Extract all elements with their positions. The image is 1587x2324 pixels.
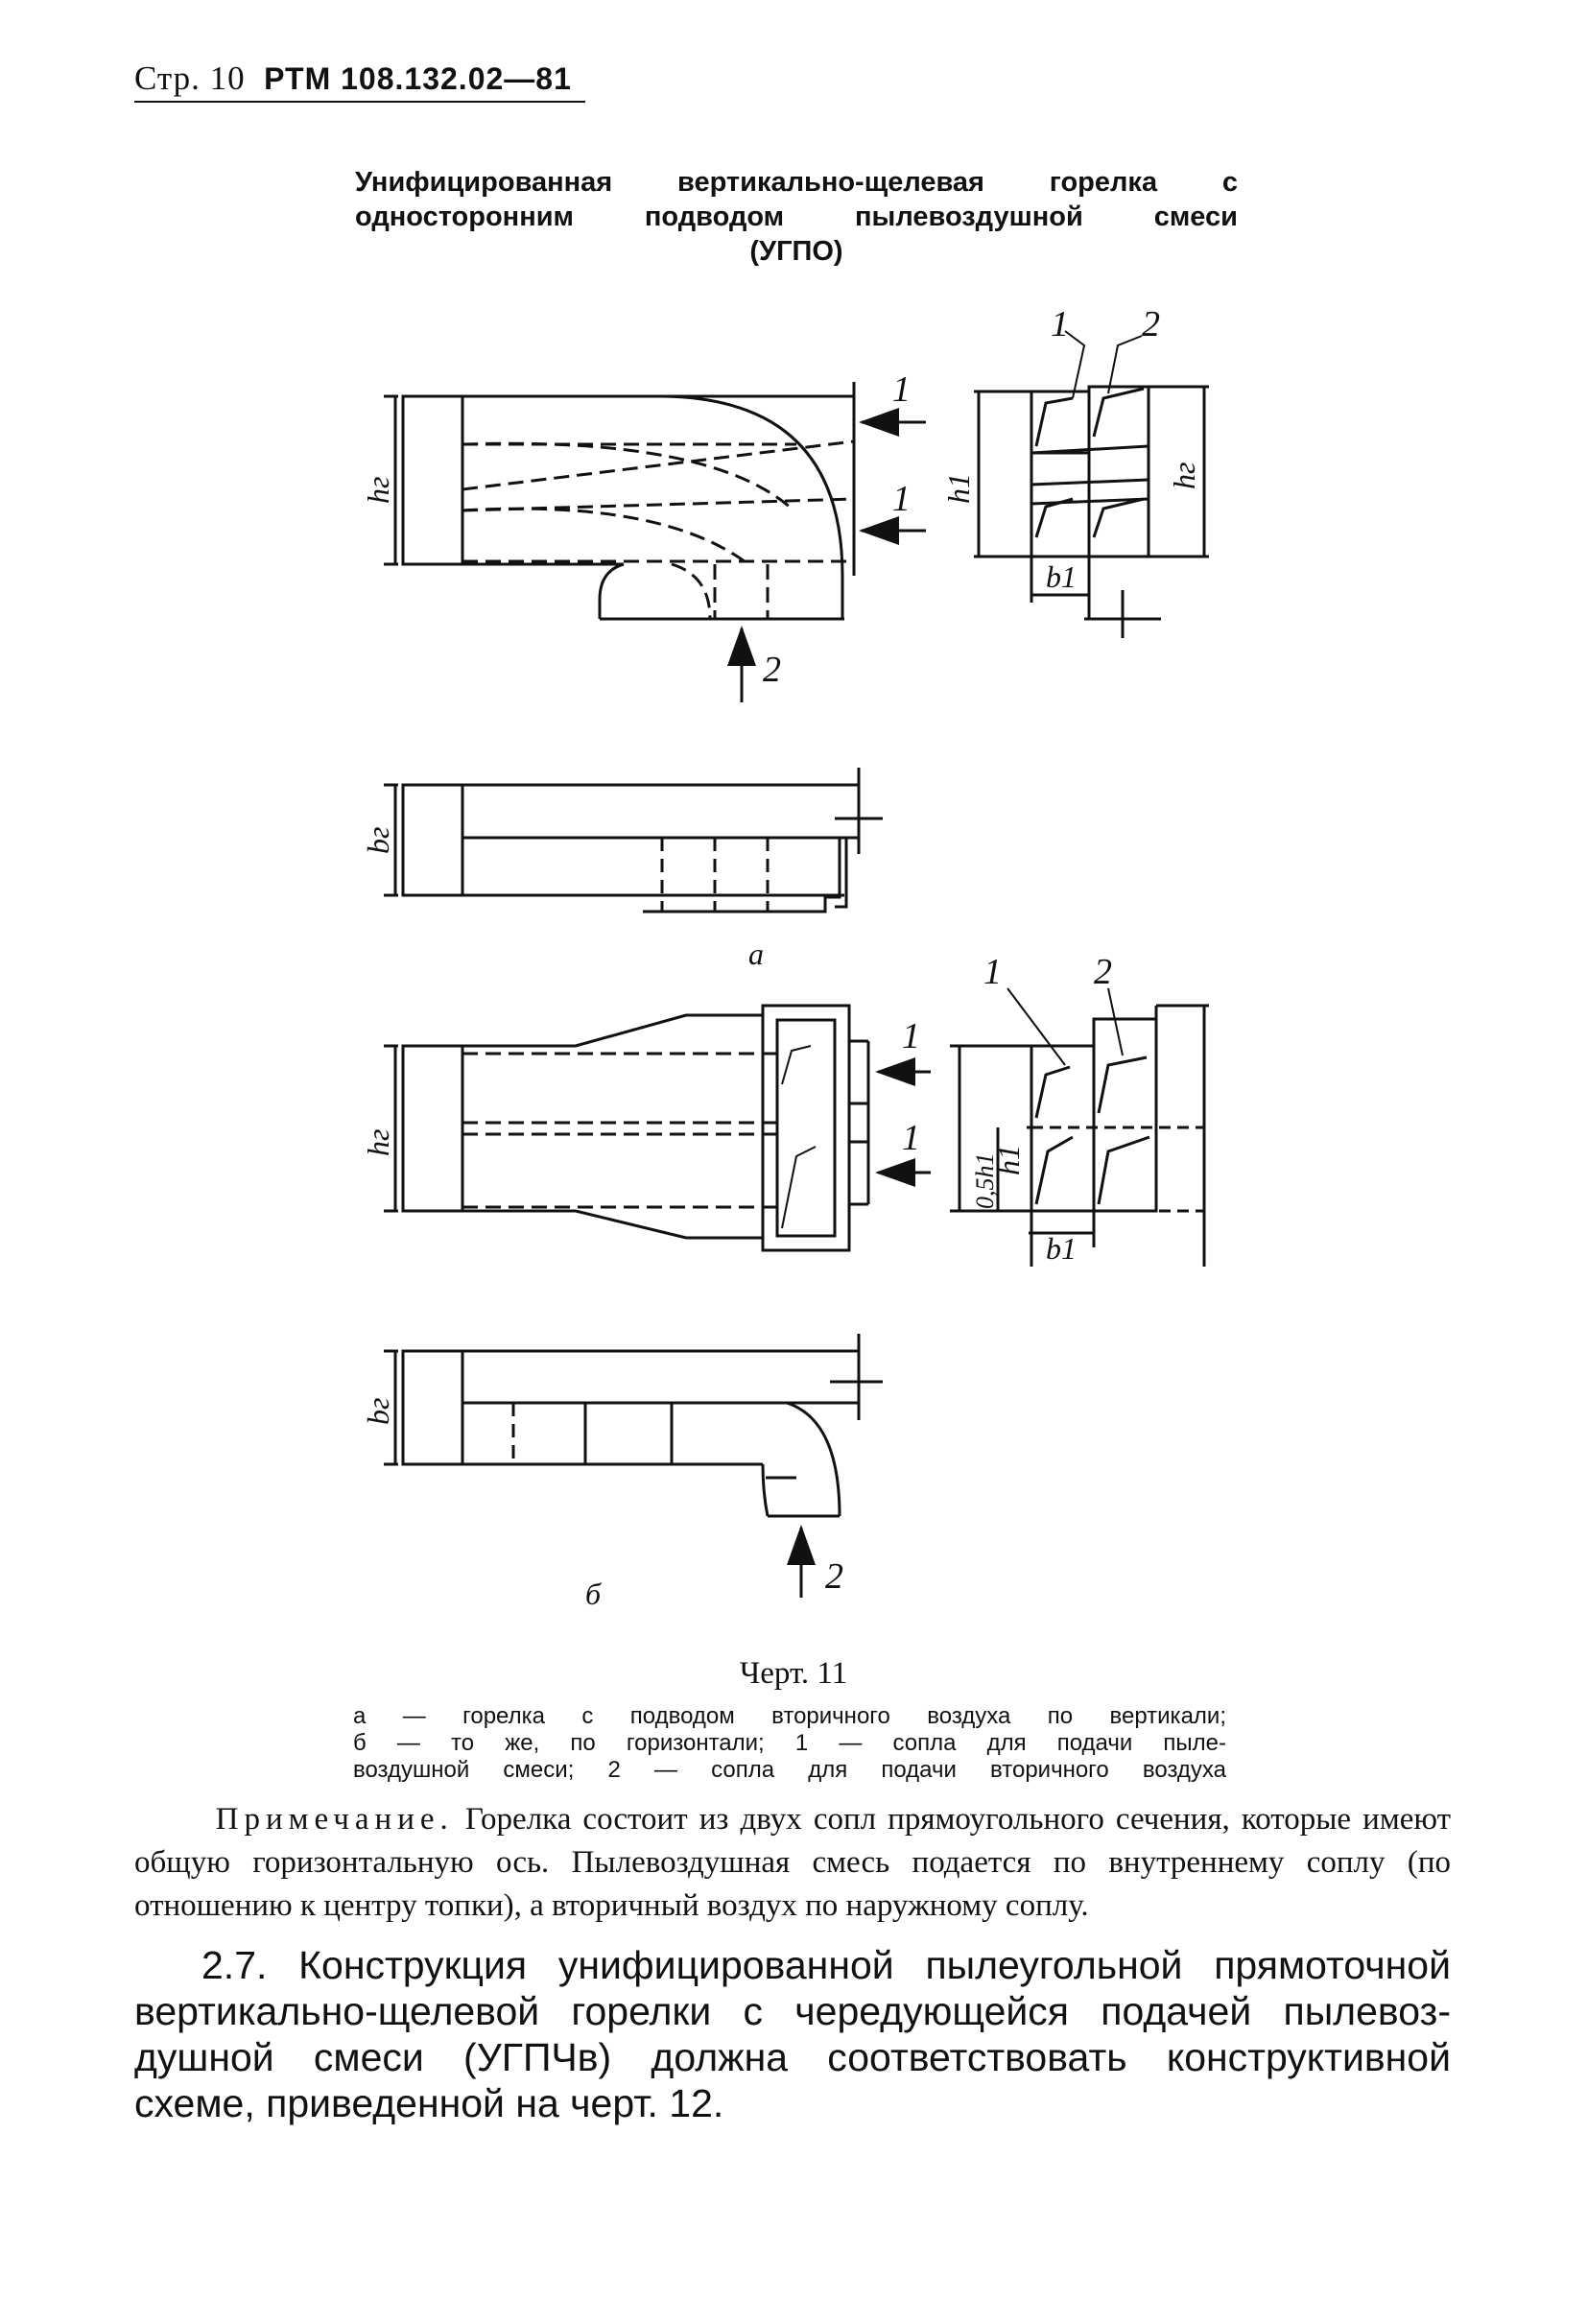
note-label: Примечание. bbox=[215, 1802, 454, 1837]
label-variant-a: а bbox=[748, 937, 764, 971]
legend-line-1: а — горелка с подводом вторичного воздуха по вертикали; bbox=[353, 1703, 1226, 1729]
document-code: РТМ 108.132.02—81 bbox=[264, 61, 572, 96]
note-block bbox=[134, 1798, 1451, 1928]
label-hg-section-a: hг bbox=[1167, 462, 1201, 489]
note-text: Горелка состоит из двух сопл прямоугольного сечения, которые имеют общую горизонтальную ось. Пылевоздушная смесь подается по внутреннему соплу (по отношению к центру топки), а вторичный воздух по наружному соплу. bbox=[134, 1802, 1451, 1923]
label-nozzle-1a: 1 bbox=[892, 369, 911, 410]
section-paragraph bbox=[134, 1942, 1451, 2126]
label-section-2b: 2 bbox=[1094, 952, 1112, 992]
label-bg-b: bг bbox=[361, 1397, 395, 1425]
label-nozzle-1c: 1 bbox=[902, 1016, 920, 1056]
label-section-2a: 2 bbox=[1142, 304, 1160, 344]
para-line-2: вертикально-щелевой горелки с чередующейся подачей пылевоз- bbox=[134, 1989, 1451, 2033]
label-nozzle-1d: 1 bbox=[902, 1118, 920, 1158]
label-half-h1: 0,5h1 bbox=[971, 1152, 999, 1209]
label-bg-a: bг bbox=[361, 826, 395, 854]
title-line-3: (УГПО) bbox=[749, 236, 843, 267]
legend-line-3: воздушной смеси; 2 — сопла для подачи вторичного воздуха bbox=[353, 1757, 1226, 1783]
label-variant-b: б bbox=[585, 1577, 602, 1611]
para-line-1: 2.7. Конструкция унифицированной пылеугольной прямоточной bbox=[201, 1943, 1451, 1987]
label-section-1b: 1 bbox=[983, 952, 1002, 992]
view-a-plan bbox=[384, 768, 883, 912]
label-h1-b: h1 bbox=[991, 1145, 1026, 1175]
title-line-2: односторонним подводом пылевоздушной смеси bbox=[355, 202, 1238, 232]
figure-caption: Черт. 11 bbox=[739, 1656, 848, 1691]
label-nozzle-2b: 2 bbox=[825, 1556, 843, 1597]
view-b-elevation bbox=[384, 1006, 931, 1250]
view-a-elevation bbox=[384, 382, 926, 702]
label-b1-b: b1 bbox=[1046, 1231, 1077, 1266]
label-hg-b: hг bbox=[361, 1128, 395, 1156]
para-line-3: душной смеси (УГПЧв) должна соответствовать конструктивной bbox=[134, 2035, 1451, 2079]
label-section-1a: 1 bbox=[1051, 304, 1069, 344]
label-hg-a: hг bbox=[361, 476, 395, 504]
view-b-plan bbox=[384, 1334, 883, 1598]
label-b1-a: b1 bbox=[1046, 559, 1077, 594]
figure-legend bbox=[353, 1703, 1226, 1784]
legend-line-2: б — то же, по горизонтали; 1 — сопла для подачи пыле- bbox=[353, 1730, 1226, 1756]
label-nozzle-2a: 2 bbox=[763, 650, 781, 690]
para-line-4: схеме, приведенной на черт. 12. bbox=[134, 2081, 724, 2125]
label-h1-a: h1 bbox=[941, 473, 976, 504]
view-b-section bbox=[950, 988, 1209, 1267]
title-line-1: Унифицированная вертикально-щелевая горелка с bbox=[355, 167, 1238, 198]
label-nozzle-1b: 1 bbox=[892, 479, 911, 519]
page-number: Стр. 10 bbox=[134, 59, 246, 97]
